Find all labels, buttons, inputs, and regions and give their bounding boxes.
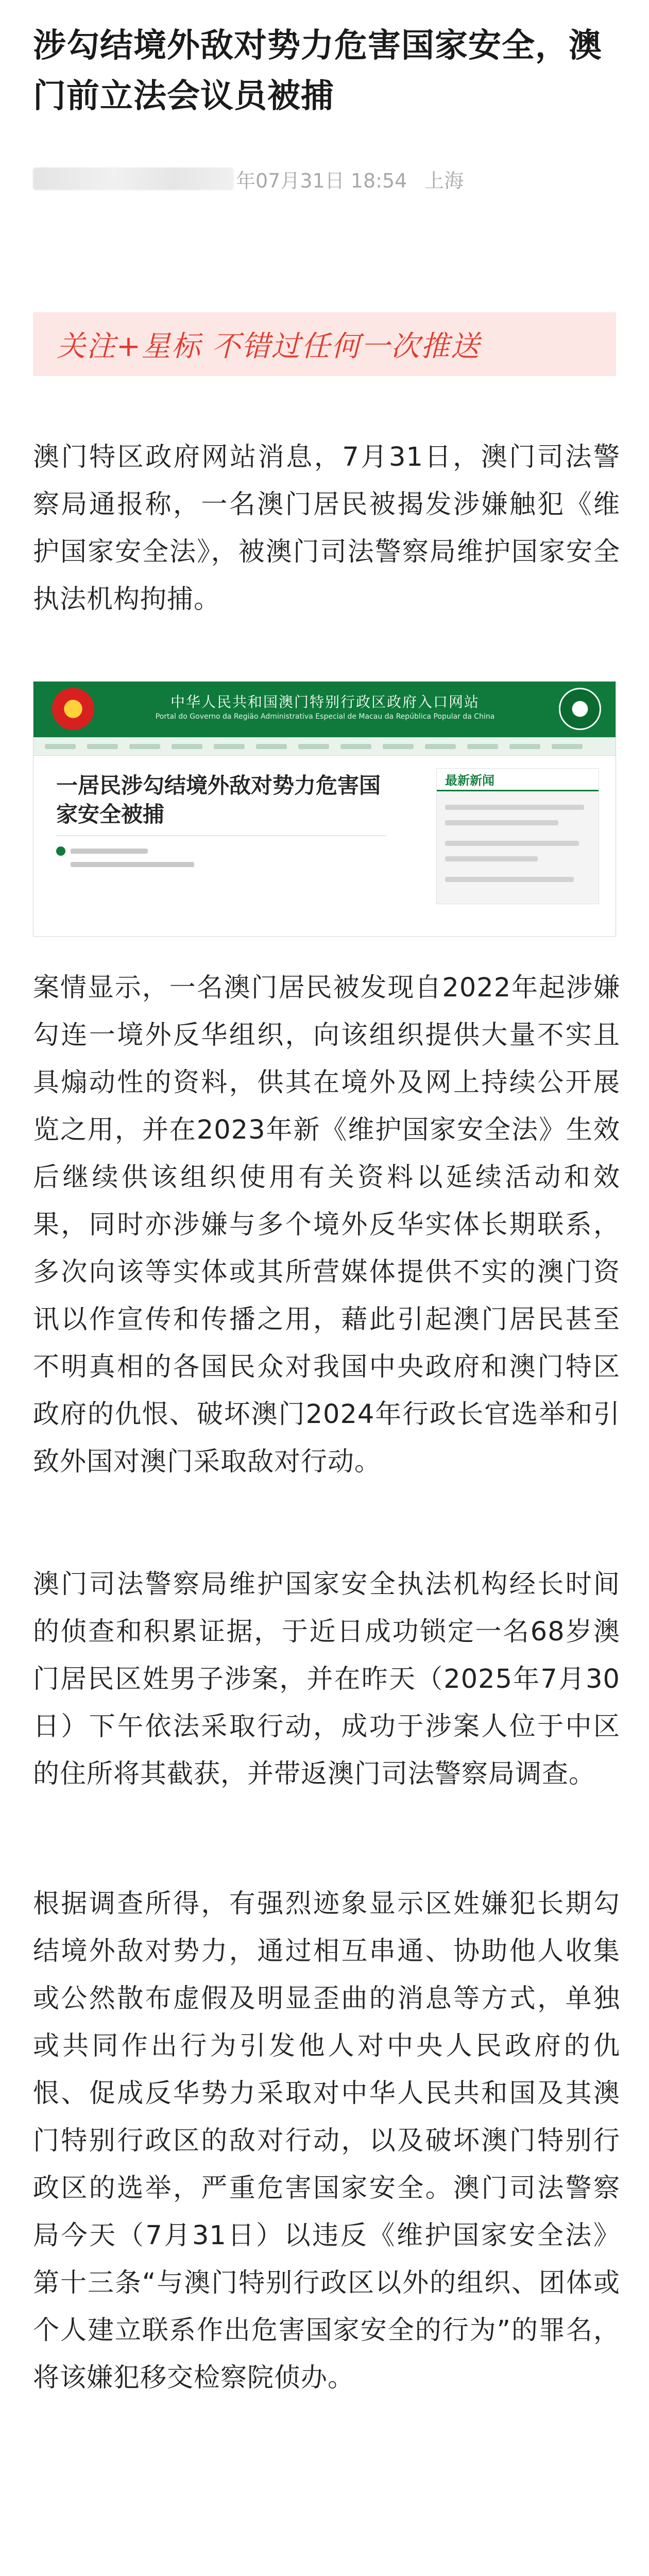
gov-site-title-cn: 中华人民共和国澳门特别行政区政府入口网站: [170, 693, 480, 710]
gov-article-divider: [56, 835, 386, 836]
gov-site-title-pt: Portal do Governo da Região Administrativa Especial de Macau da República Popular da China: [155, 713, 495, 721]
gov-news-line: [445, 805, 584, 810]
publish-date: 年07月31日 18:54: [236, 169, 407, 192]
paragraph-1: 澳门特区政府网站消息，7月31日，澳门司法警察局通报称，一名澳门居民被揭发涉嫌触犯《维护国家安全法》，被澳门司法警察局维护国家安全执法机构拘捕。: [33, 442, 620, 615]
gov-website-screenshot: [33, 681, 616, 937]
paragraph-4: 根据调查所得，有强烈迹象显示区姓嫌犯长期勾结境外敌对势力，通过相互串通、协助他人收集或公然散布虚假及明显歪曲的消息等方式，单独或共同作出行为引发他人对中央人民政府的仇恨、促成反华势力采取对中华人民共和国及其澳门特别行政区的敌对行动，以及破坏澳门特别行政区的选举，严重危害国家安全。澳门司法警察局今天（7月31日）以违反《维护国家安全法》第十三条“与澳门特别行政区以外的组织、团体或个人建立联系作出危害国家安全的行为”的罪名，将该嫌犯移交检察院侦办。: [33, 1889, 620, 2393]
article-headline: 涉勾结境外敌对势力危害国家安全，澳门前立法会议员被捕: [33, 27, 602, 115]
publish-location: 上海: [424, 169, 464, 192]
gov-news-line: [445, 877, 574, 882]
gov-latest-news-panel: [436, 768, 599, 904]
gov-latest-news-title: 最新新闻: [437, 769, 599, 791]
gov-article-title: 一居民涉勾结境外敌对势力危害国家安全被捕: [56, 773, 381, 827]
gov-article-meta-line: [71, 849, 148, 854]
gov-news-line: [445, 841, 579, 846]
follow-banner-text: 关注+星标 不错过任何一次推送: [57, 330, 481, 363]
follow-banner[interactable]: [33, 312, 616, 376]
gov-article-meta-line: [71, 862, 194, 867]
blurred-source-name: [33, 167, 234, 190]
macau-emblem-icon: [559, 688, 601, 730]
article-meta: [33, 166, 464, 192]
gov-article-meta-icon: [56, 846, 65, 856]
paragraph-3: 澳门司法警察局维护国家安全执法机构经长时间的侦查和积累证据，于近日成功锁定一名68岁澳门居民区姓男子涉案，并在昨天（2025年7月30日）下午依法采取行动，成功于涉案人位于中区的住所将其截获，并带返澳门司法警察局调查。: [33, 1569, 620, 1789]
national-emblem-icon: [52, 688, 94, 730]
gov-news-line: [445, 820, 558, 825]
gov-site-header: [33, 682, 616, 737]
gov-site-nav: [33, 737, 616, 756]
gov-news-line: [445, 856, 538, 861]
paragraph-2: 案情显示，一名澳门居民被发现自2022年起涉嫌勾连一境外反华组织，向该组织提供大量不实且具煽动性的资料，供其在境外及网上持续公开展览之用，并在2023年新《维护国家安全法》生效后继续供该组织使用有关资料以延续活动和效果，同时亦涉嫌与多个境外反华实体长期联系，多次向该等实体或其所营媒体提供不实的澳门资讯以作宣传和传播之用，藉此引起澳门居民甚至不明真相的各国民众对我国中央政府和澳门特区政府的仇恨、破坏澳门2024年行政长官选举和引致外国对澳门采取敌对行动。: [33, 973, 620, 1477]
